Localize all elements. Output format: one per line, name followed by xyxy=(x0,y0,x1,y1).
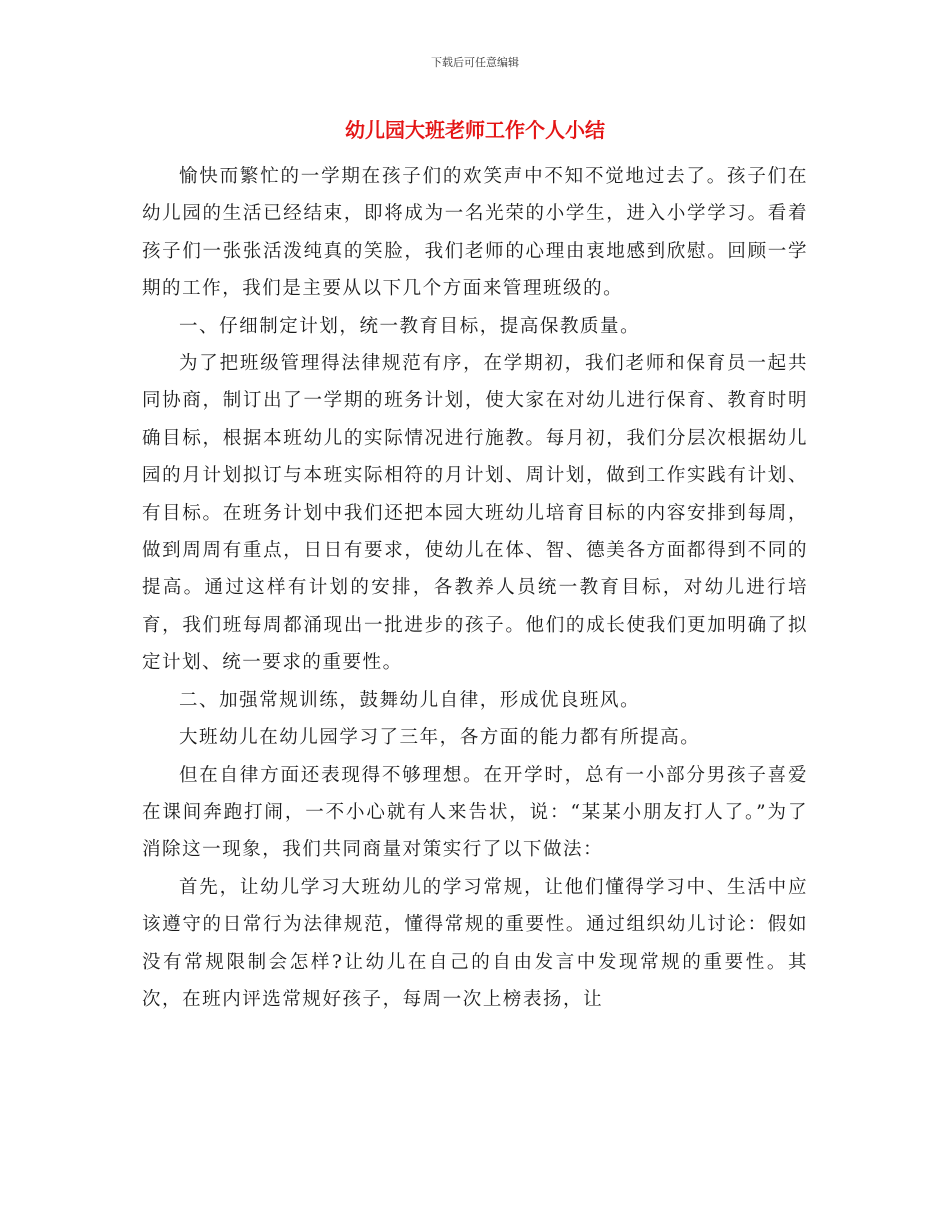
paragraph-plan: 为了把班级管理得法律规范有序，在学期初，我们老师和保育员一起共同协商，制订出了一学期的班务计划，使大家在对幼儿进行保育、教育时明确目标，根据本班幼儿的实际情况进行施教。每月初，我们分层次根据幼儿园的月计划拟订与本班实际相符的月计划、周计划，做到工作实践有计划、有目标。在班务计划中我们还把本园大班幼儿培育目标的内容安排到每周，做到周周有重点，日日有要求，使幼儿在体、智、德美各方面都得到不同的提高。通过这样有计划的安排，各教养人员统一教育目标，对幼儿进行培育，我们班每周都涌现出一批进步的孩子。他们的成长使我们更加明确了拟定计划、统一要求的重要性。 xyxy=(142,353,808,674)
section-heading-2: 二、加强常规训练，鼓舞幼儿自律，形成优良班风。 xyxy=(179,689,641,711)
document-body xyxy=(142,158,808,1018)
document-title: 幼儿园大班老师工作个人小结 xyxy=(345,118,605,142)
paragraph-discipline: 但在自律方面还表现得不够理想。在开学时，总有一小部分男孩子喜爱在课间奔跑打闹，一不小心就有人来告状，说：“某某小朋友打人了。”为了消除这一现象，我们共同商量对策实行了以下做法： xyxy=(142,764,808,861)
paragraph-intro: 愉快而繁忙的一学期在孩子们的欢笑声中不知不觉地过去了。孩子们在幼儿园的生活已经结束，即将成为一名光荣的小学生，进入小学学习。看着孩子们一张张活泼纯真的笑脸，我们老师的心理由衷地感到欣慰。回顾一学期的工作，我们是主要从以下几个方面来管理班级的。 xyxy=(142,166,808,300)
header-note: 下载后可任意编辑 xyxy=(431,56,519,69)
paragraph-measures: 首先，让幼儿学习大班幼儿的学习常规，让他们懂得学习中、生活中应该遵守的日常行为法律规范，懂得常规的重要性。通过组织幼儿讨论：假如没有常规限制会怎样?让幼儿在自己的自由发言中发现常规的重要性。其次，在班内评选常规好孩子，每周一次上榜表扬，让 xyxy=(142,876,808,1010)
paragraph-ability: 大班幼儿在幼儿园学习了三年，各方面的能力都有所提高。 xyxy=(179,727,701,749)
section-heading-1: 一、仔细制定计划，统一教育目标，提高保教质量。 xyxy=(179,315,641,337)
